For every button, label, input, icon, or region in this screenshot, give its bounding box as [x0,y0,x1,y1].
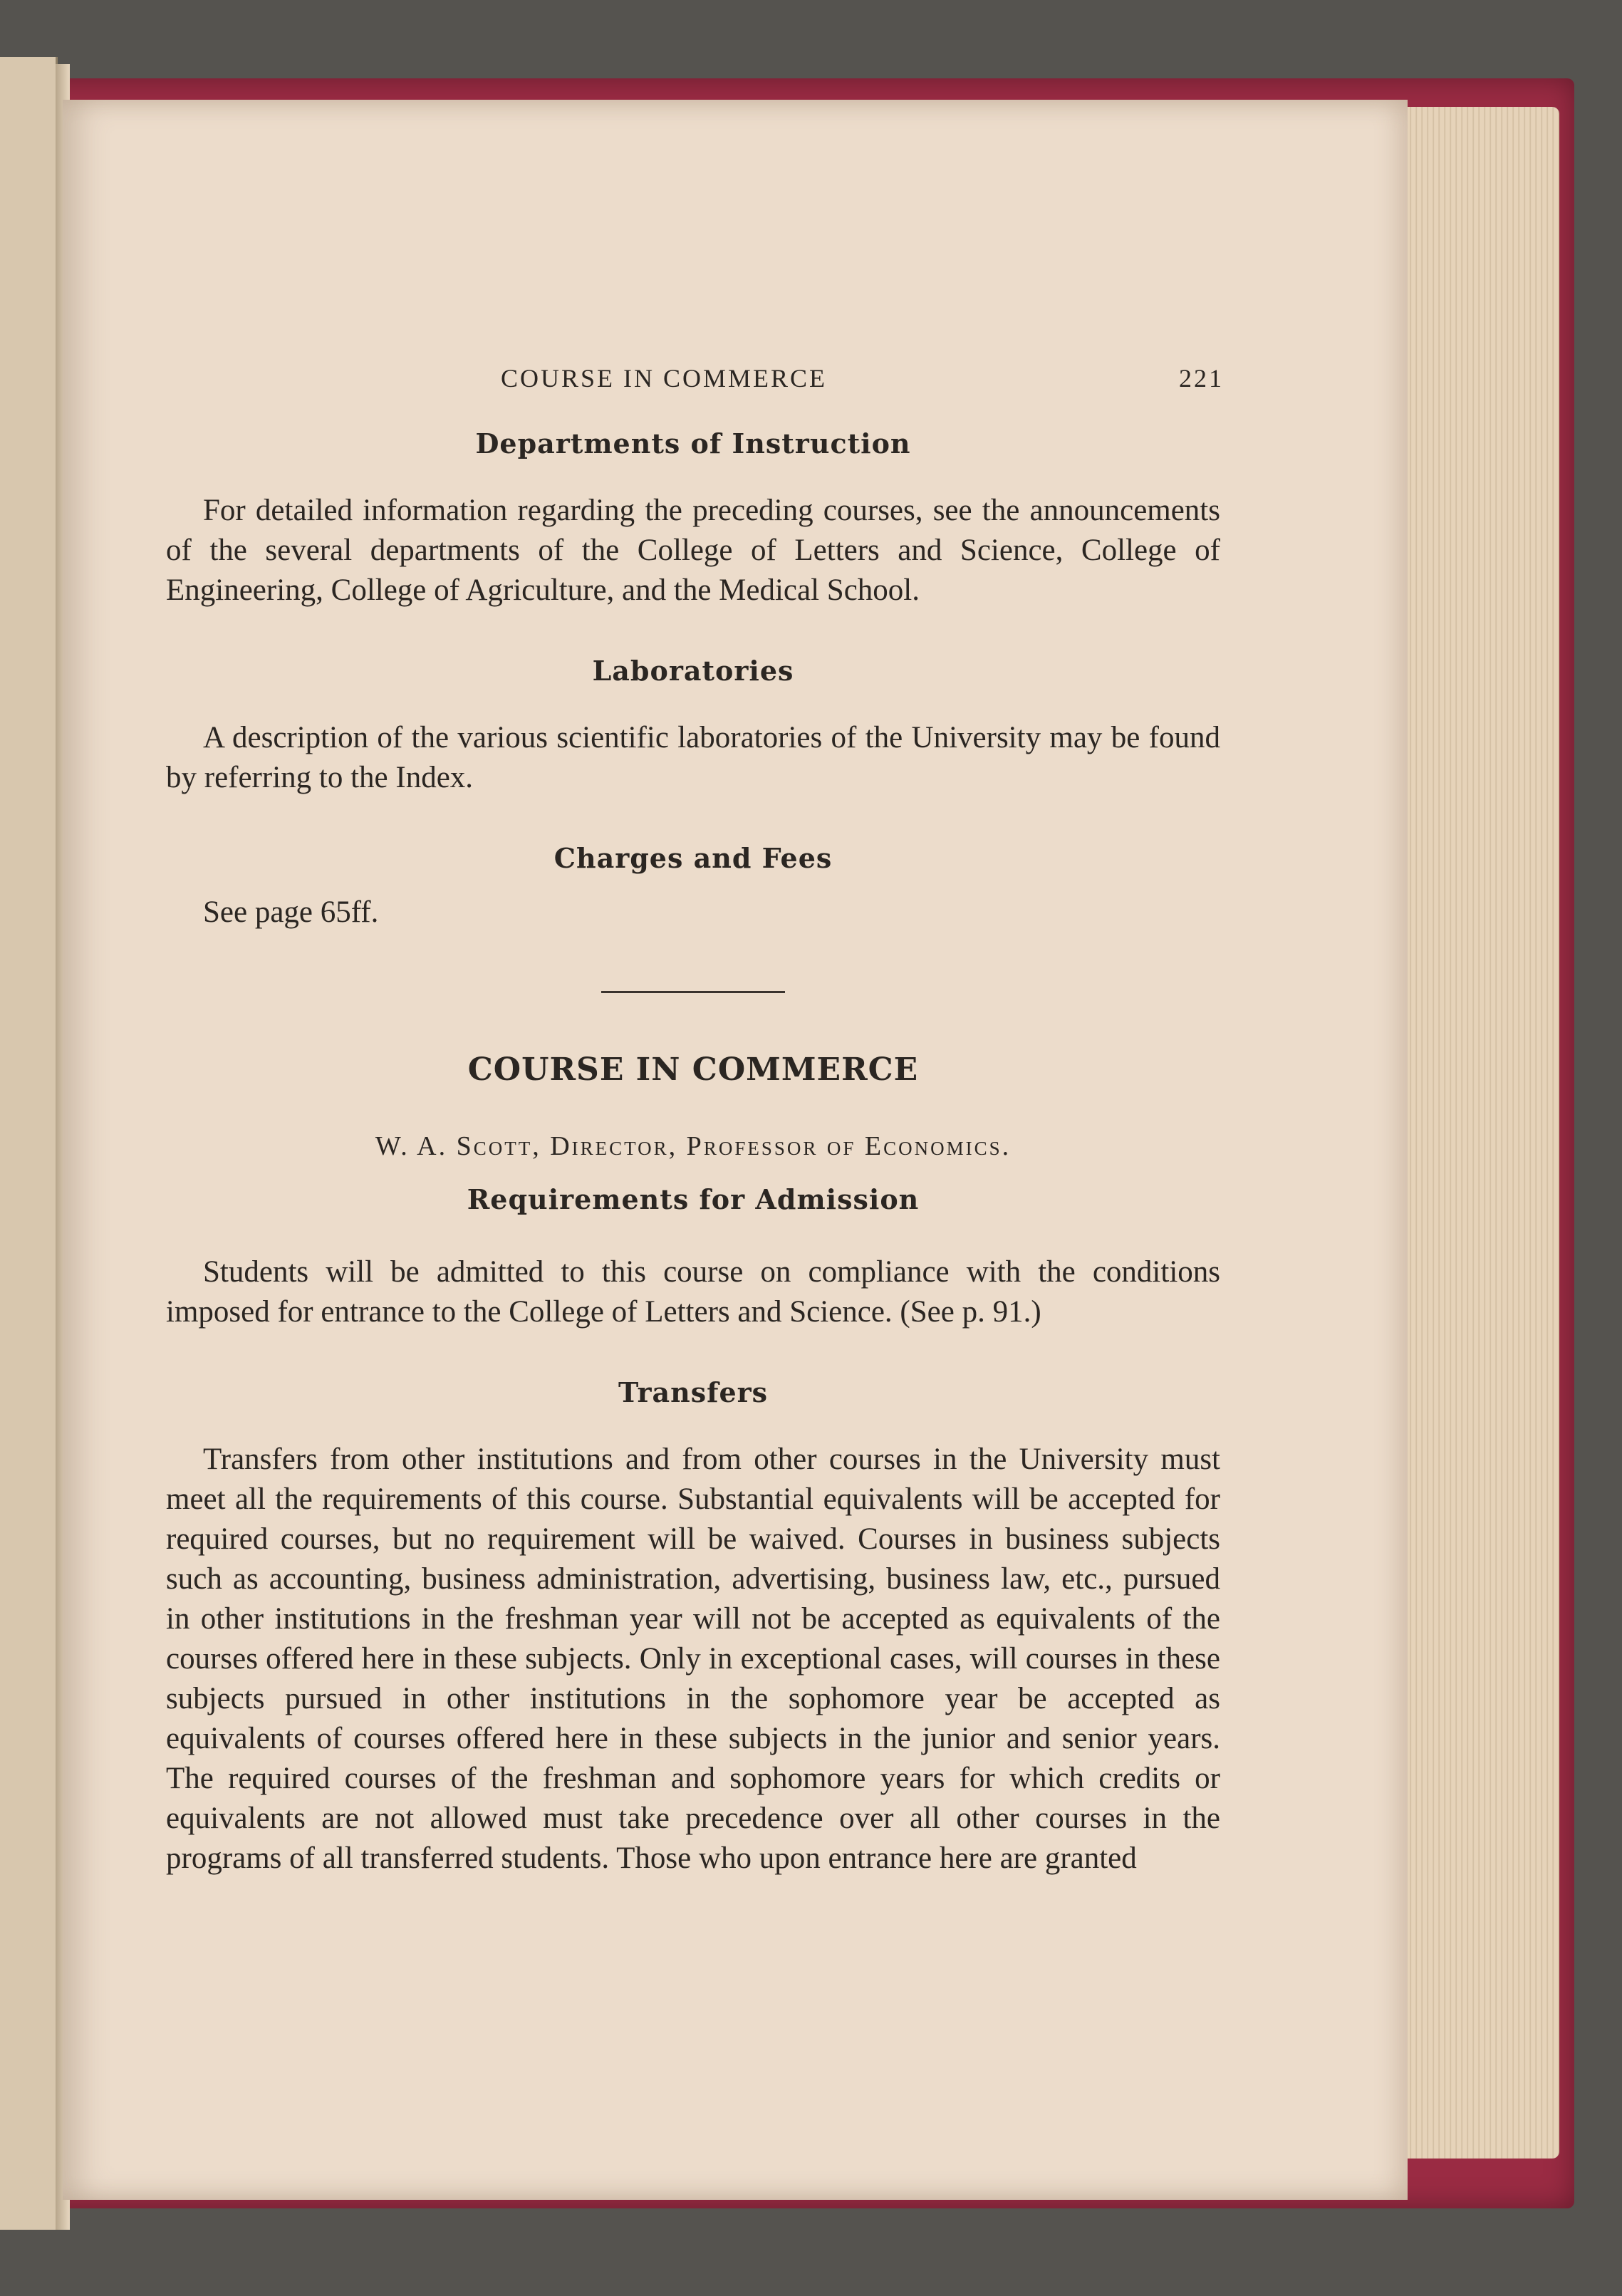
course-title: COURSE IN COMMERCE [467,1051,919,1088]
page-content [166,356,1224,1879]
departments-paragraph: For detailed information regarding the preceding courses, see the announcements of the several departments of the College of Letters and Science, College of Engineering, College of Agriculture, and the Medical School. [166,494,1220,607]
previous-page-edge [0,57,58,2230]
section-divider [601,991,785,993]
page-number: 221 [1179,364,1224,393]
departments-heading: Departments of Instruction [475,427,911,459]
transfers-paragraph: Transfers from other institutions and from other courses in the University must meet all the requirements of this course. Substantial equivalents will be accepted for required courses, but no requirement will be waived. Courses in business subjects such as accounting, business administration, advertising, business law, etc., pursued in other institutions in the freshman year will not be accepted as equivalents of the courses offered here in these subjects. Only in exceptional cases, will courses in these subjects pursued in other institutions in the sophomore year be accepted as equivalents of courses offered here in these subjects in the junior and senior years. The required courses of the freshman and sophomore years for which credits or equivalents are not allowed must take precedence over all other courses in the programs of all transferred students. Those who upon entrance here are granted [166,1443,1220,1875]
laboratories-heading: Laboratories [592,655,794,687]
charges-heading: Charges and Fees [553,842,833,874]
page-stack-edge [1403,107,1559,2159]
requirements-paragraph: Students will be admitted to this course on compliance with the conditions imposed for entrance to the College of Letters and Science. (See p. 91.) [166,1255,1220,1329]
charges-paragraph: See page 65ff. [203,895,379,929]
running-title: COURSE IN COMMERCE [501,364,828,393]
director-line: W. A. Scott, Director, Professor of Economics. [375,1131,1012,1161]
laboratories-paragraph: A description of the various scientific laboratories of the University may be found by referring to the Index. [166,721,1220,794]
book-page [63,100,1408,2200]
transfers-heading: Transfers [618,1376,769,1408]
running-head [166,356,1224,399]
requirements-heading: Requirements for Admission [467,1183,920,1215]
